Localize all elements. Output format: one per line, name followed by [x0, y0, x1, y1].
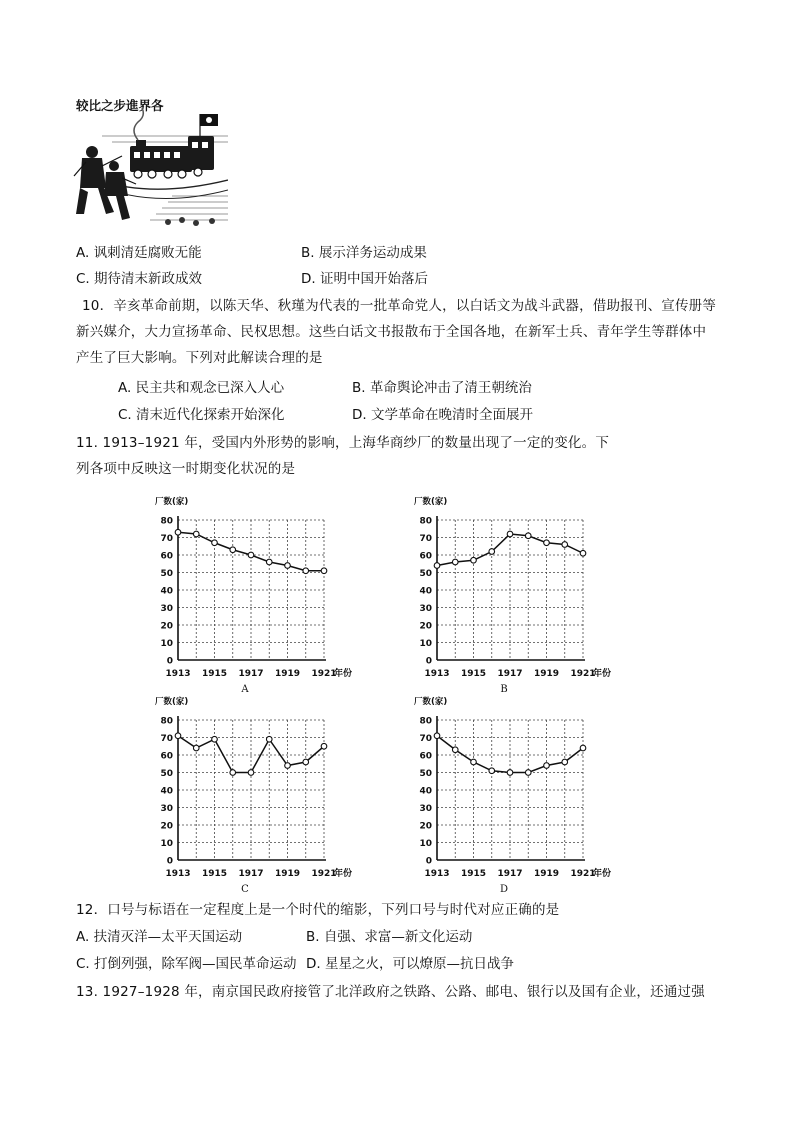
chart-b-xtick-label: 1913 — [424, 669, 450, 679]
chart-d-ytick-label: 40 — [419, 786, 432, 797]
chart-b-xlabel: 年份 — [593, 669, 612, 679]
q9-option-a: A. 讽刺清廷腐败无能 — [76, 245, 202, 261]
chart-a-data-point — [248, 552, 254, 558]
chart-c-ytick-label: 50 — [160, 769, 173, 779]
chart-b-data-point — [562, 542, 568, 548]
chart-a-xlabel: 年份 — [334, 669, 353, 679]
chart-a-ytick-label: 50 — [160, 569, 173, 579]
chart-a-ytick-label: 20 — [160, 621, 173, 632]
chart-d-ytick-label: 0 — [425, 856, 432, 867]
chart-b-ytick-label: 80 — [419, 516, 432, 527]
chart-c-data-point — [266, 736, 272, 742]
cartoon-caption: 较比之步進界各 — [76, 98, 164, 113]
chart-a-data-point — [285, 563, 291, 569]
chart-c-ytick-label: 40 — [160, 786, 173, 797]
chart-d-ytick-label: 50 — [419, 769, 432, 779]
chart-b-ytick-label: 70 — [419, 534, 432, 544]
q9-option-c: C. 期待清末新政成效 — [76, 271, 203, 287]
q10-option-a: A. 民主共和观念已深入人心 — [118, 380, 285, 396]
question-9-cartoon — [72, 96, 228, 228]
chart-a-ytick-label: 80 — [160, 516, 173, 527]
q9-option-b: B. 展示洋务运动成果 — [301, 245, 427, 261]
chart-c-data-point — [285, 763, 291, 769]
chart-a-svg — [145, 492, 375, 697]
chart-b-ytick-label: 60 — [419, 551, 432, 562]
chart-d — [404, 692, 634, 901]
q12-option-a: A. 扶清灭洋—太平天国运动 — [76, 929, 243, 945]
q12-option-c: C. 打倒列强，除军阀—国民革命运动 — [76, 956, 297, 972]
chart-c-xtick-label: 1913 — [165, 869, 191, 879]
chart-d-ytick-label: 10 — [419, 839, 432, 849]
chart-c-ytick-label: 0 — [166, 856, 173, 867]
chart-c-xlabel: 年份 — [334, 869, 353, 879]
chart-d-ytick-label: 80 — [419, 716, 432, 727]
chart-a-ytick-label: 40 — [160, 586, 173, 597]
chart-d-data-point — [544, 763, 550, 769]
chart-d-caption-label: D — [499, 884, 509, 895]
chart-d-ytick-label: 70 — [419, 734, 432, 744]
chart-b-ytick-label: 10 — [419, 639, 432, 649]
chart-b-ytick-label: 50 — [419, 569, 432, 579]
chart-c-ytick-label: 60 — [160, 751, 173, 762]
chart-d-xtick-label: 1919 — [533, 869, 560, 879]
chart-c-xtick-label: 1915 — [201, 869, 228, 879]
chart-b-ytick-label: 0 — [425, 656, 432, 667]
chart-c-data-point — [303, 759, 309, 765]
chart-b — [404, 492, 634, 701]
chart-d-ytick-label: 30 — [419, 804, 432, 814]
chart-c-ytick-label: 20 — [160, 821, 173, 832]
q12-stem-line-1: 12．口号与标语在一定程度上是一个时代的缩影，下列口号与时代对应正确的是 — [76, 902, 560, 918]
chart-c-ytick-label: 80 — [160, 716, 173, 727]
chart-c-xtick-label: 1919 — [274, 869, 301, 879]
cartoon-illustration — [72, 96, 228, 228]
chart-d-xtick-label: 1921 — [570, 869, 596, 879]
chart-b-data-point — [525, 533, 531, 539]
chart-b-caption-label: B — [500, 684, 508, 695]
chart-c-data-point — [248, 770, 254, 776]
chart-d-data-point — [525, 770, 531, 776]
chart-c-ytick-label: 70 — [160, 734, 173, 744]
chart-c-xtick-label: 1921 — [311, 869, 337, 879]
q10-stem-line-3: 产生了巨大影响。下列对此解读合理的是 — [76, 350, 323, 366]
chart-a-data-point — [303, 568, 309, 574]
chart-b-ytick-label: 30 — [419, 604, 432, 614]
chart-c — [145, 692, 375, 901]
chart-b-xtick-label: 1917 — [497, 669, 523, 679]
q10-option-b: B. 革命舆论冲击了清王朝统治 — [352, 380, 532, 396]
chart-a-xtick-label: 1913 — [165, 669, 191, 679]
chart-a-ytick-label: 30 — [160, 604, 173, 614]
chart-c-data-point — [321, 743, 327, 749]
chart-d-xlabel: 年份 — [593, 869, 612, 879]
q10-option-c: C. 清末近代化探索开始深化 — [118, 407, 285, 423]
chart-d-data-point — [507, 770, 513, 776]
q13-stem-line-1: 13. 1927–1928 年，南京国民政府接管了北洋政府之铁路、公路、邮电、银行以及国有企业，还通过强 — [76, 984, 705, 1000]
chart-a-data-point — [193, 531, 199, 537]
chart-d-data-point — [562, 759, 568, 765]
chart-b-data-point — [580, 550, 586, 556]
q9-option-d: D. 证明中国开始落后 — [301, 271, 428, 287]
chart-d-data-point — [452, 747, 458, 753]
chart-a — [145, 492, 375, 701]
chart-a-data-point — [230, 547, 236, 553]
chart-d-xtick-label: 1915 — [460, 869, 487, 879]
chart-c-data-point — [193, 745, 199, 751]
chart-a-xtick-label: 1921 — [311, 669, 337, 679]
chart-d-data-point — [580, 745, 586, 751]
chart-c-ytick-label: 10 — [160, 839, 173, 849]
chart-b-xtick-label: 1915 — [460, 669, 487, 679]
chart-d-data-point — [489, 768, 495, 774]
chart-a-ytick-label: 0 — [166, 656, 173, 667]
chart-d-svg — [404, 692, 634, 897]
chart-d-ylabel: 厂数(家) — [414, 697, 448, 707]
chart-c-caption-label: C — [241, 884, 249, 895]
q10-stem-line-1: 10．辛亥革命前期，以陈天华、秋瑾为代表的一批革命党人，以白话文为战斗武器，借助报刊、宣传册等 — [82, 298, 717, 314]
chart-d-data-point — [434, 733, 440, 739]
chart-b-ytick-label: 20 — [419, 621, 432, 632]
chart-b-xtick-label: 1921 — [570, 669, 596, 679]
chart-d-data-point — [471, 759, 477, 765]
q12-option-b: B. 自强、求富—新文化运动 — [306, 929, 473, 945]
chart-a-ytick-label: 60 — [160, 551, 173, 562]
chart-b-data-point — [434, 563, 440, 569]
chart-c-data-point — [230, 770, 236, 776]
chart-b-data-point — [507, 531, 513, 537]
q10-stem-line-2: 新兴媒介，大力宣扬革命、民权思想。这些白话文书报散布于全国各地，在新军士兵、青年学生等群体中 — [76, 324, 707, 340]
chart-a-xtick-label: 1915 — [201, 669, 228, 679]
chart-a-data-point — [266, 559, 272, 565]
chart-d-xtick-label: 1913 — [424, 869, 450, 879]
chart-a-caption-label: A — [241, 684, 249, 695]
chart-b-ylabel: 厂数(家) — [414, 497, 448, 507]
chart-b-xtick-label: 1919 — [533, 669, 560, 679]
chart-a-xtick-label: 1919 — [274, 669, 301, 679]
chart-c-data-point — [175, 733, 181, 739]
chart-a-ytick-label: 10 — [160, 639, 173, 649]
chart-a-xtick-label: 1917 — [238, 669, 264, 679]
chart-d-xtick-label: 1917 — [497, 869, 523, 879]
chart-b-data-point — [489, 549, 495, 555]
chart-b-svg — [404, 492, 634, 697]
chart-b-data-point — [544, 540, 550, 546]
chart-a-ytick-label: 70 — [160, 534, 173, 544]
chart-c-ylabel: 厂数(家) — [155, 697, 189, 707]
chart-c-data-point — [212, 736, 218, 742]
chart-a-data-point — [175, 529, 181, 535]
chart-a-data-point — [212, 540, 218, 546]
q11-stem-line-1: 11. 1913–1921 年，受国内外形势的影响，上海华商纱厂的数量出现了一定的变化。下 — [76, 435, 610, 451]
q12-option-d: D. 星星之火，可以燎原—抗日战争 — [306, 956, 514, 972]
q10-option-d: D. 文学革命在晚清时全面展开 — [352, 407, 533, 423]
chart-d-ytick-label: 60 — [419, 751, 432, 762]
chart-b-data-point — [471, 557, 477, 563]
chart-d-ytick-label: 20 — [419, 821, 432, 832]
q11-stem-line-2: 列各项中反映这一时期变化状况的是 — [76, 461, 296, 477]
chart-c-svg — [145, 692, 375, 897]
chart-a-ylabel: 厂数(家) — [155, 497, 189, 507]
chart-c-xtick-label: 1917 — [238, 869, 264, 879]
chart-b-ytick-label: 40 — [419, 586, 432, 597]
chart-a-data-point — [321, 568, 327, 574]
chart-c-ytick-label: 30 — [160, 804, 173, 814]
chart-b-data-point — [452, 559, 458, 565]
